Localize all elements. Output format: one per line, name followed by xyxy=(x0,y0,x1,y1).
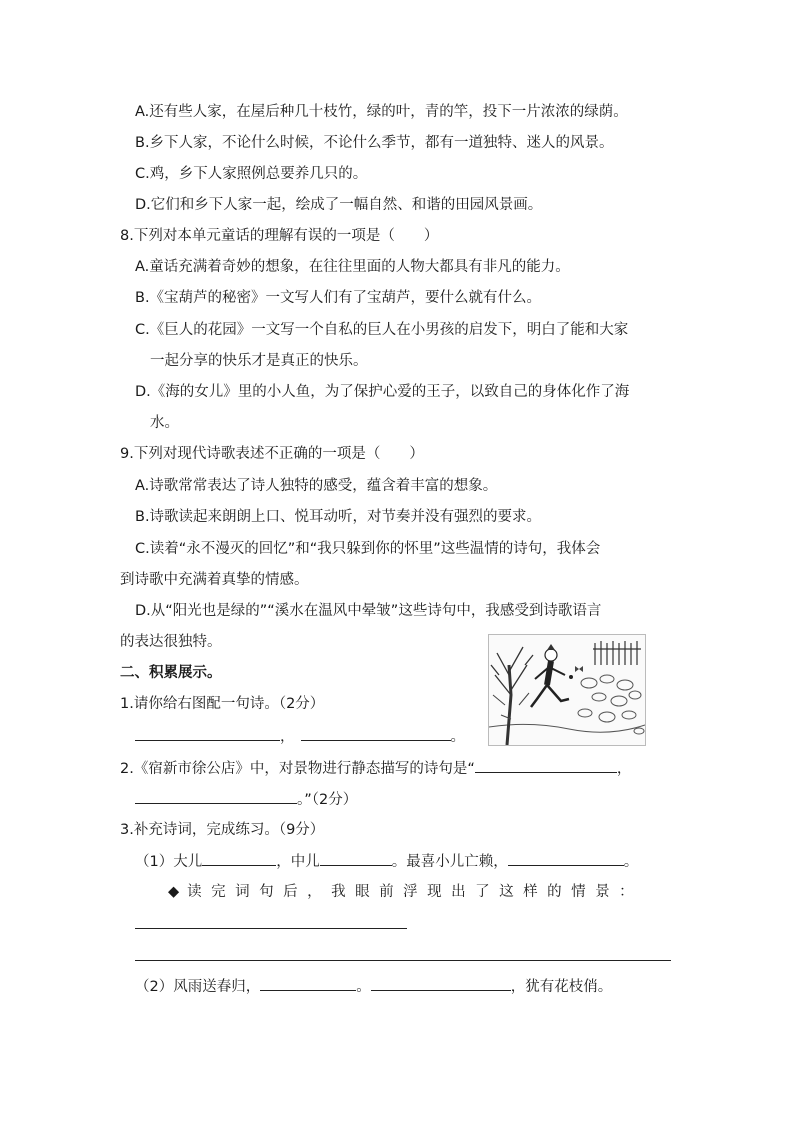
q7-option-d: D.它们和乡下人家一起，绘成了一幅自然、和谐的田园风景画。 xyxy=(135,197,543,213)
s2-q3-answer-line-1[interactable] xyxy=(135,928,407,929)
s2-q2-blank-1[interactable] xyxy=(475,758,617,773)
q9-option-a: A.诗歌常常表达了诗人独特的感受，蕴含着丰富的想象。 xyxy=(135,478,498,494)
s2-q3-answer-line-2[interactable] xyxy=(135,960,671,961)
q8-option-c-line1: C.《巨人的花园》一文写一个自私的巨人在小男孩的启发下，明白了能和大家 xyxy=(135,322,629,338)
s2-q3-scene-prompt: 读完词句后，我眼前浮现出了这样的情景： xyxy=(187,884,644,900)
s2-q2-prompt: 2.《宿新市徐公店》中，对景物进行静态描写的诗句是“ xyxy=(120,761,475,777)
s2-q3-2-end: ，犹有花枝俏。 xyxy=(510,979,613,995)
s2-q3-2-blank-1[interactable] xyxy=(260,976,356,991)
s2-q1-answer-row xyxy=(135,726,465,747)
q8-stem: 8.下列对本单元童话的理解有误的一项是（ ） xyxy=(120,228,439,244)
s2-q3-1-end: 。 xyxy=(623,854,639,870)
s2-q3-1-row xyxy=(135,851,638,872)
s2-q1-blank-1[interactable] xyxy=(135,726,280,741)
q9-option-d-line1: D.从“阳光也是绿的”“溪水在温风中晕皱”这些诗句中，我感受到诗歌语言 xyxy=(135,603,602,619)
s2-q3-1-mid: ，中儿 xyxy=(276,854,320,870)
s2-q1-comma: ， xyxy=(280,729,295,745)
q9-option-c-line2: 到诗歌中充满着真挚的情感。 xyxy=(120,572,309,588)
q9-option-d-line2: 的表达很独特。 xyxy=(120,634,222,650)
s2-q1-period: 。 xyxy=(450,729,465,745)
s2-q3-1-tail: 。最喜小儿亡赖， xyxy=(391,854,508,870)
winter-running-illustration xyxy=(488,634,646,746)
q8-option-c-line2: 一起分享的快乐才是真正的快乐。 xyxy=(150,353,368,369)
s2-q3-1-label: （1）大儿 xyxy=(135,854,203,870)
diamond-bullet-icon: ◆ xyxy=(168,884,180,900)
s2-q2-blank-2[interactable] xyxy=(135,789,297,804)
q7-option-c: C.鸡，乡下人家照例总要养几只的。 xyxy=(135,166,368,182)
q8-option-b: B.《宝葫芦的秘密》一文写人们有了宝葫芦，要什么就有什么。 xyxy=(135,290,542,306)
q8-option-d-line1: D.《海的女儿》里的小人鱼，为了保护心爱的王子，以致自己的身体化作了海 xyxy=(135,384,630,400)
s2-q3-2-row xyxy=(135,976,612,997)
s2-q2-comma: ， xyxy=(616,761,632,777)
s2-q3-1-blank-2[interactable] xyxy=(320,851,392,866)
q7-option-b: B.乡下人家，不论什么时候，不论什么季节，都有一道独特、迷人的风景。 xyxy=(135,135,614,151)
s2-q3-prompt-row xyxy=(168,882,643,902)
s2-q3-2-mid: 。 xyxy=(356,979,371,995)
q9-option-c-line1: C.读着“永不漫灭的回忆”和“我只躲到你的怀里”这些温情的诗句，我体会 xyxy=(135,541,601,557)
q8-option-a: A.童话充满着奇妙的想象，在往往里面的人物大都具有非凡的能力。 xyxy=(135,259,570,275)
q7-option-a: A.还有些人家，在屋后种几十枝竹，绿的叶，青的竿，投下一片浓浓的绿荫。 xyxy=(135,104,628,120)
s2-q3-1-blank-3[interactable] xyxy=(508,851,624,866)
section2-heading: 二、积累展示。 xyxy=(120,665,222,681)
q9-stem: 9.下列对现代诗歌表述不正确的一项是（ ） xyxy=(120,446,424,462)
s2-q3-2-blank-2[interactable] xyxy=(371,976,511,991)
s2-q2-score: 。”（2分） xyxy=(297,792,358,808)
s2-q1-blank-2[interactable] xyxy=(301,726,451,741)
s2-q3-prompt: 3.补充诗词，完成练习。（9分） xyxy=(120,822,325,838)
q8-option-d-line2: 水。 xyxy=(150,415,179,431)
q9-option-b: B.诗歌读起来朗朗上口、悦耳动听，对节奏并没有强烈的要求。 xyxy=(135,509,542,525)
s2-q2-row1 xyxy=(120,758,631,779)
illustration-drawing xyxy=(489,635,645,745)
s2-q1-prompt: 1.请你给右图配一句诗。（2分） xyxy=(120,696,325,712)
s2-q3-2-label: （2）风雨送春归， xyxy=(135,979,261,995)
s2-q2-row2 xyxy=(135,789,357,810)
s2-q3-1-blank-1[interactable] xyxy=(202,851,276,866)
